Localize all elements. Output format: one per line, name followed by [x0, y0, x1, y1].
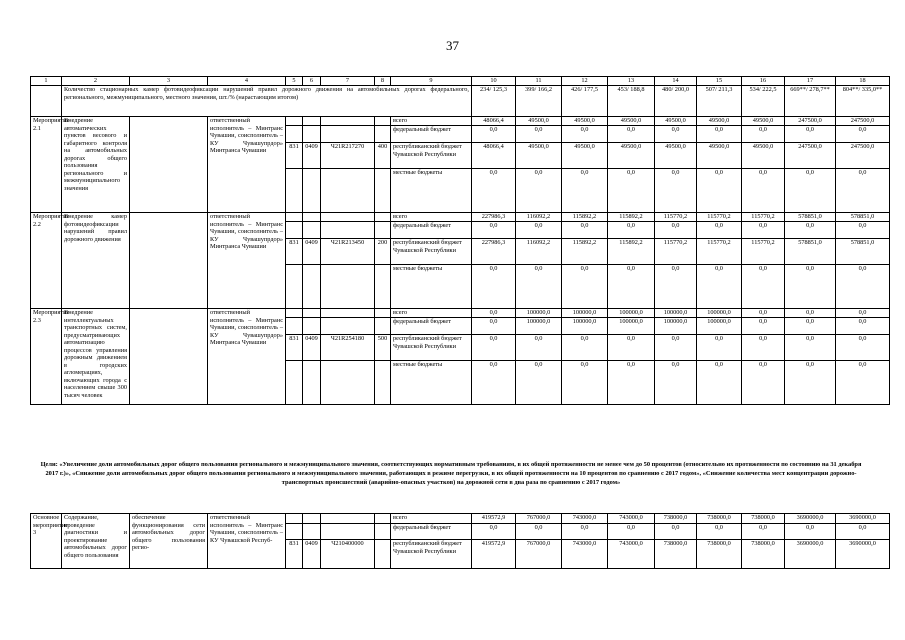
- column-number: 15: [697, 77, 742, 86]
- empty-code-cell: [375, 361, 391, 405]
- amount-cell: 49500,0: [562, 117, 608, 126]
- amount-cell: 0,0: [742, 222, 785, 239]
- amount-cell: 419572,9: [472, 514, 516, 524]
- amount-cell: 0,0: [742, 524, 785, 540]
- amount-cell: 0,0: [562, 126, 608, 143]
- column-number: 5: [286, 77, 303, 86]
- header-row: [31, 77, 890, 86]
- column-number: 4: [208, 77, 286, 86]
- empty-code-cell: [303, 126, 321, 143]
- empty-code-cell: [303, 265, 321, 309]
- amount-cell: 0,0: [697, 169, 742, 213]
- indicator-value: 480/ 200,0: [655, 86, 697, 117]
- amount-cell: 0,0: [516, 361, 562, 405]
- empty-code-cell: [321, 318, 375, 335]
- amount-cell: 247500,0: [836, 143, 890, 169]
- amount-cell: 247500,0: [836, 117, 890, 126]
- empty-code-cell: [303, 222, 321, 239]
- amount-cell: 0,0: [562, 169, 608, 213]
- amount-cell: 0,0: [472, 265, 516, 309]
- amount-cell: 115770,2: [742, 239, 785, 265]
- amount-cell: 0,0: [472, 361, 516, 405]
- amount-cell: 738000,0: [697, 514, 742, 524]
- indicator-value: 453/ 188,8: [608, 86, 655, 117]
- amount-cell: 0,0: [836, 318, 890, 335]
- vr-code: 200: [375, 239, 391, 265]
- amount-cell: 100000,0: [516, 318, 562, 335]
- measure-executor: ответственный исполнитель – Минтранс Чувашии, соисполнитель – КУ Чувашупрдор» Минтранса Чувашии: [208, 309, 286, 405]
- amount-cell: 0,0: [697, 265, 742, 309]
- amount-cell: 0,0: [472, 335, 516, 361]
- amount-cell: 247500,0: [785, 117, 836, 126]
- empty-code-cell: [286, 117, 303, 126]
- column-number: 18: [836, 77, 890, 86]
- amount-cell: 767000,0: [516, 540, 562, 569]
- amount-cell: 227986,3: [472, 239, 516, 265]
- amount-cell: 115770,2: [655, 213, 697, 222]
- vr-code: [375, 540, 391, 569]
- empty-code-cell: [321, 117, 375, 126]
- grbs-code: 831: [286, 239, 303, 265]
- amount-cell: 0,0: [562, 335, 608, 361]
- column-number: 7: [321, 77, 375, 86]
- amount-cell: 0,0: [562, 222, 608, 239]
- empty-code-cell: [375, 265, 391, 309]
- amount-cell: 0,0: [742, 169, 785, 213]
- column-number: 11: [516, 77, 562, 86]
- amount-cell: 0,0: [472, 318, 516, 335]
- empty-code-cell: [375, 524, 391, 540]
- rzpr-code: 0409: [303, 143, 321, 169]
- amount-cell: 738000,0: [655, 514, 697, 524]
- measure-executor: ответственный исполнитель – Минтранс Чувашии, соисполнитель – КУ Чувашупрдор» Минтранса Чувашии: [208, 117, 286, 213]
- amount-cell: 3690000,0: [836, 540, 890, 569]
- amount-cell: 0,0: [608, 524, 655, 540]
- amount-cell: 0,0: [697, 335, 742, 361]
- indicator-value: 507/ 211,3: [697, 86, 742, 117]
- amount-cell: 578851,0: [836, 239, 890, 265]
- grbs-code: 831: [286, 335, 303, 361]
- amount-cell: 0,0: [697, 524, 742, 540]
- column-number: 9: [391, 77, 472, 86]
- funding-source: всего: [391, 309, 472, 318]
- amount-cell: 0,0: [516, 335, 562, 361]
- amount-cell: 0,0: [655, 222, 697, 239]
- amount-cell: 0,0: [655, 126, 697, 143]
- rzpr-code: 0409: [303, 540, 321, 569]
- amount-cell: 0,0: [608, 335, 655, 361]
- amount-cell: 0,0: [608, 126, 655, 143]
- empty-code-cell: [286, 309, 303, 318]
- amount-cell: 49500,0: [742, 117, 785, 126]
- amount-cell: 0,0: [742, 361, 785, 405]
- funding-source: республиканский бюджет Чувашской Республики: [391, 335, 472, 361]
- amount-cell: 578851,0: [836, 213, 890, 222]
- amount-cell: 0,0: [655, 169, 697, 213]
- column-number: 10: [472, 77, 516, 86]
- column-number: 16: [742, 77, 785, 86]
- amount-cell: 3690000,0: [785, 540, 836, 569]
- amount-cell: 0,0: [785, 126, 836, 143]
- measure-id: Мероприятие 2.2: [31, 213, 62, 309]
- amount-cell: 0,0: [516, 169, 562, 213]
- amount-cell: 0,0: [836, 361, 890, 405]
- amount-cell: 0,0: [655, 524, 697, 540]
- empty-code-cell: [286, 126, 303, 143]
- funding-source: всего: [391, 514, 472, 524]
- amount-cell: 0,0: [562, 361, 608, 405]
- column-number: 8: [375, 77, 391, 86]
- measure-goal: обеспечение функционирования сети автомобильных дорог общего пользования регио-: [130, 514, 208, 569]
- measure-goal: [130, 117, 208, 213]
- amount-cell: 115770,2: [655, 239, 697, 265]
- empty-code-cell: [303, 361, 321, 405]
- amount-cell: 0,0: [785, 309, 836, 318]
- amount-cell: 49500,0: [562, 143, 608, 169]
- amount-cell: 0,0: [516, 126, 562, 143]
- indicator-value: 234/ 125,3: [472, 86, 516, 117]
- rzpr-code: 0409: [303, 335, 321, 361]
- empty-code-cell: [303, 514, 321, 524]
- funding-source: всего: [391, 213, 472, 222]
- amount-cell: 100000,0: [655, 318, 697, 335]
- amount-cell: 0,0: [697, 222, 742, 239]
- indicator-value: 399/ 166,2: [516, 86, 562, 117]
- funding-source: республиканский бюджет Чувашской Республики: [391, 540, 472, 569]
- amount-cell: 0,0: [562, 524, 608, 540]
- empty-code-cell: [286, 318, 303, 335]
- empty-code-cell: [321, 265, 375, 309]
- goal-text: Цели: «Увеличение доли автомобильных дорог общего пользования регионального и межмуниципального значения, соответствующих нормативным требованиям, в их общей протяженности не менее чем до 50 процентов (относительно их протяженности по состоянию на 31 декабря 2017 г.)», «Снижение доли автомобильных дорог общего пользования регионального и межмуниципального значения, работающих в режиме перегрузки, в их общей протяженности на 10 процентов по сравнению с 2017 годом», «Снижение количества мест концентрации дорожно-транспортных происшествий (аварийно-опасных участков) на дорожной сети в два раза по сравнению с 2017 годом»: [40, 461, 862, 486]
- amount-cell: 100000,0: [608, 318, 655, 335]
- empty-code-cell: [286, 524, 303, 540]
- column-number: 2: [62, 77, 130, 86]
- indicator-row: [31, 86, 890, 117]
- amount-cell: 743000,0: [562, 540, 608, 569]
- amount-cell: 738000,0: [742, 540, 785, 569]
- measure-name: Внедрение автоматических пунктов весового и габаритного контроля на автомобильных дорогах общего пользования регионального и межмуниципального значения: [62, 117, 130, 213]
- amount-cell: 115770,2: [697, 213, 742, 222]
- rzpr-code: 0409: [303, 239, 321, 265]
- amount-cell: 115892,2: [608, 213, 655, 222]
- empty-code-cell: [303, 213, 321, 222]
- amount-cell: 0,0: [608, 361, 655, 405]
- amount-cell: 247500,0: [785, 143, 836, 169]
- empty-code-cell: [286, 514, 303, 524]
- amount-cell: 115770,2: [697, 239, 742, 265]
- funding-source: республиканский бюджет Чувашской Республики: [391, 239, 472, 265]
- measure-id: Основное мероприятие 3: [31, 514, 62, 569]
- amount-cell: 100000,0: [697, 309, 742, 318]
- amount-cell: 738000,0: [697, 540, 742, 569]
- measure-id: Мероприятие 2.1: [31, 117, 62, 213]
- table-row: [31, 213, 890, 222]
- measures-table: [30, 76, 890, 405]
- empty-code-cell: [375, 117, 391, 126]
- amount-cell: 227986,3: [472, 213, 516, 222]
- amount-cell: 0,0: [472, 309, 516, 318]
- vr-code: 400: [375, 143, 391, 169]
- amount-cell: 0,0: [836, 309, 890, 318]
- amount-cell: 0,0: [472, 524, 516, 540]
- amount-cell: 0,0: [608, 222, 655, 239]
- amount-cell: 743000,0: [562, 514, 608, 524]
- amount-cell: 0,0: [742, 309, 785, 318]
- amount-cell: 0,0: [785, 524, 836, 540]
- amount-cell: 0,0: [472, 169, 516, 213]
- amount-cell: 100000,0: [516, 309, 562, 318]
- measure-name: Внедрение интеллектуальных транспортных систем, предусматривающих автоматизацию процессов управления дорожным движением в городских агломерациях, включающих города с населением свыше 300 тысяч человек: [62, 309, 130, 405]
- amount-cell: 49500,0: [655, 143, 697, 169]
- amount-cell: 48066,4: [472, 117, 516, 126]
- funding-source: федеральный бюджет: [391, 126, 472, 143]
- amount-cell: 738000,0: [742, 514, 785, 524]
- amount-cell: 0,0: [785, 335, 836, 361]
- empty-code-cell: [321, 222, 375, 239]
- amount-cell: 0,0: [742, 318, 785, 335]
- amount-cell: 115892,2: [608, 239, 655, 265]
- empty-code-cell: [375, 213, 391, 222]
- amount-cell: 743000,0: [608, 514, 655, 524]
- empty-code-cell: [321, 514, 375, 524]
- funding-source: всего: [391, 117, 472, 126]
- amount-cell: 767000,0: [516, 514, 562, 524]
- amount-cell: 0,0: [608, 265, 655, 309]
- amount-cell: 0,0: [836, 335, 890, 361]
- grbs-code: 831: [286, 143, 303, 169]
- funding-source: местные бюджеты: [391, 169, 472, 213]
- amount-cell: 0,0: [785, 265, 836, 309]
- table-row: [31, 514, 890, 524]
- empty-code-cell: [321, 524, 375, 540]
- empty-code-cell: [375, 309, 391, 318]
- amount-cell: 0,0: [785, 318, 836, 335]
- empty-code-cell: [375, 222, 391, 239]
- amount-cell: 0,0: [655, 265, 697, 309]
- amount-cell: 0,0: [785, 222, 836, 239]
- table-row: [31, 309, 890, 318]
- amount-cell: 49500,0: [655, 117, 697, 126]
- empty-code-cell: [321, 169, 375, 213]
- csr-code: Ч21R217270: [321, 143, 375, 169]
- amount-cell: 100000,0: [608, 309, 655, 318]
- column-number: 3: [130, 77, 208, 86]
- amount-cell: 115892,2: [562, 239, 608, 265]
- amount-cell: 0,0: [608, 169, 655, 213]
- amount-cell: 0,0: [516, 524, 562, 540]
- empty-code-cell: [303, 524, 321, 540]
- grbs-code: 831: [286, 540, 303, 569]
- empty-code-cell: [303, 169, 321, 213]
- indicator-value: 804**/ 335,0**: [836, 86, 890, 117]
- empty-code-cell: [303, 309, 321, 318]
- column-number: 17: [785, 77, 836, 86]
- amount-cell: 49500,0: [697, 117, 742, 126]
- amount-cell: 0,0: [472, 222, 516, 239]
- amount-cell: 0,0: [655, 361, 697, 405]
- amount-cell: 0,0: [785, 361, 836, 405]
- amount-cell: 100000,0: [655, 309, 697, 318]
- amount-cell: 0,0: [836, 265, 890, 309]
- measure-goal: [130, 309, 208, 405]
- amount-cell: 49500,0: [608, 117, 655, 126]
- column-number: 12: [562, 77, 608, 86]
- amount-cell: 100000,0: [562, 309, 608, 318]
- column-number: 6: [303, 77, 321, 86]
- amount-cell: 0,0: [836, 524, 890, 540]
- amount-cell: 48066,4: [472, 143, 516, 169]
- amount-cell: 419572,9: [472, 540, 516, 569]
- amount-cell: 0,0: [697, 126, 742, 143]
- empty-code-cell: [321, 213, 375, 222]
- csr-code: Ч210400000: [321, 540, 375, 569]
- column-number: 13: [608, 77, 655, 86]
- amount-cell: 578851,0: [785, 213, 836, 222]
- amount-cell: 0,0: [697, 361, 742, 405]
- amount-cell: 0,0: [472, 126, 516, 143]
- column-number: 14: [655, 77, 697, 86]
- amount-cell: 49500,0: [608, 143, 655, 169]
- amount-cell: 738000,0: [655, 540, 697, 569]
- indicator-value: 534/ 222,5: [742, 86, 785, 117]
- amount-cell: 0,0: [742, 335, 785, 361]
- empty-code-cell: [286, 222, 303, 239]
- empty-code-cell: [286, 169, 303, 213]
- funding-source: местные бюджеты: [391, 265, 472, 309]
- funding-source: федеральный бюджет: [391, 524, 472, 540]
- funding-source: республиканский бюджет Чувашской Республики: [391, 143, 472, 169]
- amount-cell: 0,0: [836, 169, 890, 213]
- empty-code-cell: [303, 117, 321, 126]
- csr-code: Ч21R213450: [321, 239, 375, 265]
- empty-code-cell: [303, 318, 321, 335]
- funding-source: федеральный бюджет: [391, 318, 472, 335]
- funding-source: местные бюджеты: [391, 361, 472, 405]
- measure-executor: ответственный исполнитель – Минтранс Чувашии, соисполнитель – КУ Чувашупрдор» Минтранса Чувашии: [208, 213, 286, 309]
- indicator-value: 426/ 177,5: [562, 86, 608, 117]
- amount-cell: 116092,2: [516, 213, 562, 222]
- amount-cell: 0,0: [516, 265, 562, 309]
- empty-code-cell: [375, 169, 391, 213]
- empty-code-cell: [321, 309, 375, 318]
- amount-cell: 3690000,0: [785, 514, 836, 524]
- page-number: 37: [446, 38, 459, 53]
- amount-cell: 49500,0: [516, 117, 562, 126]
- amount-cell: 49500,0: [516, 143, 562, 169]
- amount-cell: 49500,0: [742, 143, 785, 169]
- amount-cell: 0,0: [516, 222, 562, 239]
- empty-code-cell: [286, 361, 303, 405]
- measure-id: Мероприятие 2.3: [31, 309, 62, 405]
- amount-cell: 578851,0: [785, 239, 836, 265]
- amount-cell: 0,0: [742, 126, 785, 143]
- amount-cell: 0,0: [742, 265, 785, 309]
- main-measure-table: [30, 513, 890, 569]
- amount-cell: 100000,0: [562, 318, 608, 335]
- indicator-value: 669**/ 278,7**: [785, 86, 836, 117]
- measure-name: Внедрение камер фотовидеофиксации нарушений правил дорожного движения: [62, 213, 130, 309]
- indicator-text: Количество стационарных камер фотовидеофиксации нарушений правил дорожного движения на автомобильных дорогах федерального, регионального, межмуниципального, местного значения, шт./% (нарастающим итогом): [62, 86, 472, 117]
- empty-code-cell: [375, 126, 391, 143]
- empty-code-cell: [375, 318, 391, 335]
- empty-code-cell: [321, 361, 375, 405]
- empty-code-cell: [286, 265, 303, 309]
- amount-cell: 116092,2: [516, 239, 562, 265]
- amount-cell: 0,0: [562, 265, 608, 309]
- measure-name: Содержание, проведение диагностики и проектирование автомобильных дорог общего пользования: [62, 514, 130, 569]
- amount-cell: 100000,0: [697, 318, 742, 335]
- measure-executor: ответственный исполнитель – Минтранс Чувашии, соисполнитель – КУ Чувашской Респуб-: [208, 514, 286, 569]
- amount-cell: 743000,0: [608, 540, 655, 569]
- vr-code: 500: [375, 335, 391, 361]
- measure-goal: [130, 213, 208, 309]
- amount-cell: 115892,2: [562, 213, 608, 222]
- amount-cell: 115770,2: [742, 213, 785, 222]
- empty-code-cell: [286, 213, 303, 222]
- amount-cell: 0,0: [836, 126, 890, 143]
- csr-code: Ч21R254180: [321, 335, 375, 361]
- amount-cell: 3690000,0: [836, 514, 890, 524]
- empty-code-cell: [375, 514, 391, 524]
- table-row: [31, 117, 890, 126]
- amount-cell: 0,0: [836, 222, 890, 239]
- amount-cell: 0,0: [655, 335, 697, 361]
- column-number: 1: [31, 77, 62, 86]
- empty-cell: [31, 86, 62, 117]
- amount-cell: 49500,0: [697, 143, 742, 169]
- amount-cell: 0,0: [785, 169, 836, 213]
- empty-code-cell: [321, 126, 375, 143]
- funding-source: федеральный бюджет: [391, 222, 472, 239]
